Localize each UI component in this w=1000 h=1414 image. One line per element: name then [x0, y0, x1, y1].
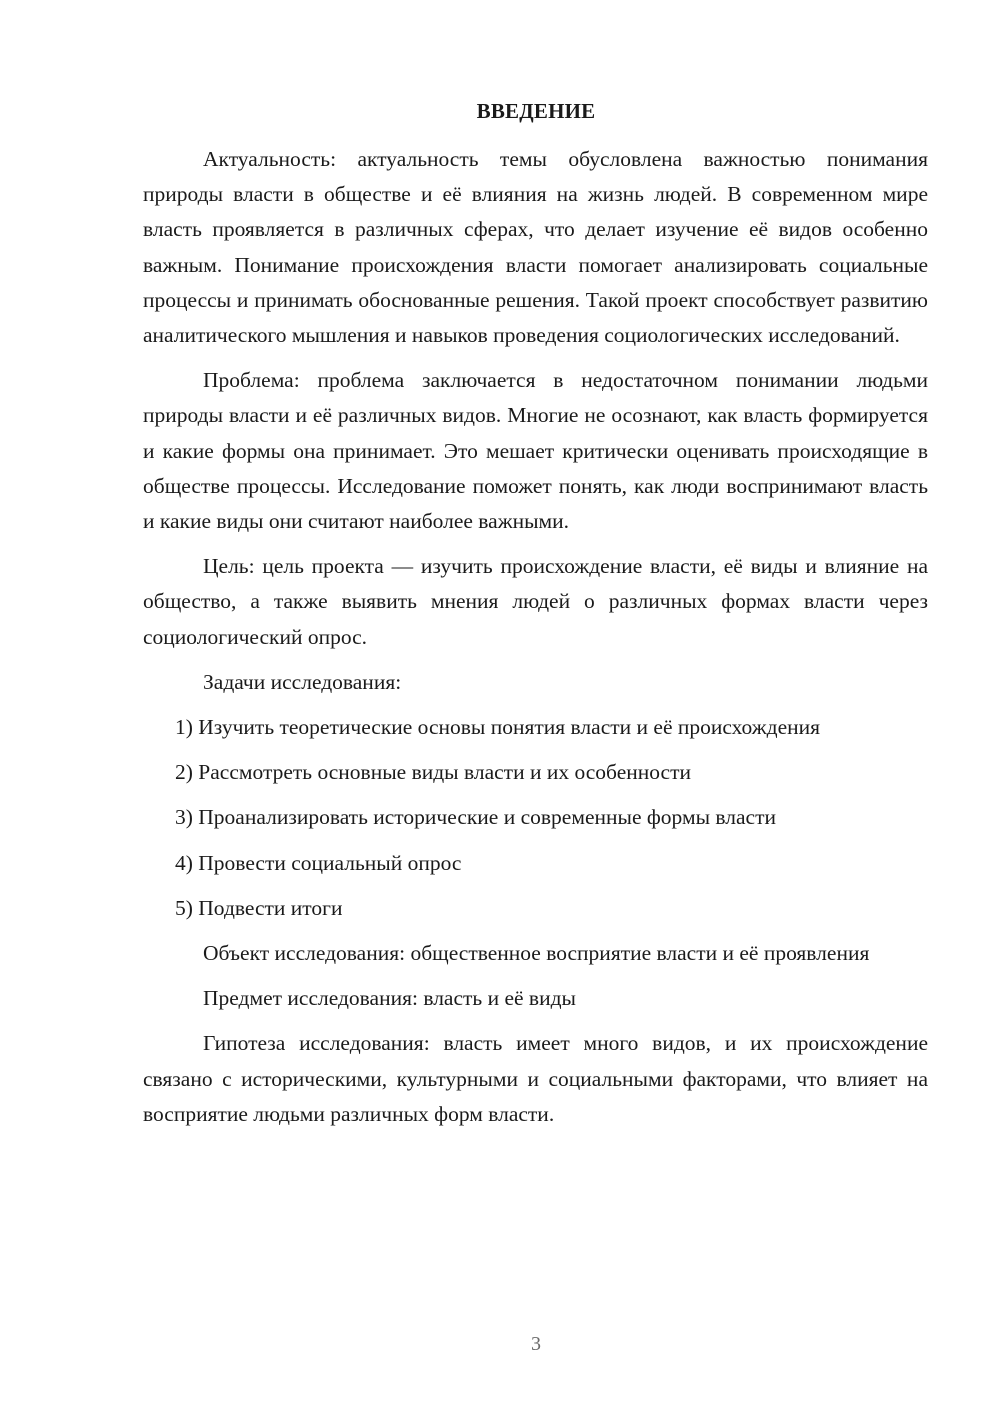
- section-heading: ВВЕДЕНИЕ: [476, 99, 596, 123]
- task-item-4: 4) Провести социальный опрос: [175, 850, 462, 875]
- tasks-list: [143, 710, 928, 926]
- task-item-2: 2) Рассмотреть основные виды власти и их особенности: [175, 760, 691, 785]
- paragraph-subject: Предмет исследования: власть и её виды: [203, 986, 576, 1011]
- paragraph-object: Объект исследования: общественное восприятие власти и её проявления: [203, 941, 870, 966]
- task-item-3: 3) Проанализировать исторические и современные формы власти: [175, 805, 776, 830]
- task-item-1: 1) Изучить теоретические основы понятия власти и её происхождения: [175, 715, 821, 740]
- paragraph-tasks-intro: Задачи исследования:: [203, 669, 402, 694]
- paragraph-goal: Цель: цель проекта — изучить происхождение власти, её виды и влияние на общество, а также выявить мнения людей о различных формах власти через социологический опрос.: [143, 554, 928, 649]
- document-body: [143, 142, 928, 1132]
- task-item-5: 5) Подвести итоги: [175, 895, 343, 920]
- page-number: 3: [531, 1333, 541, 1355]
- paragraph-hypothesis: Гипотеза исследования: власть имеет много видов, и их происхождение связано с историческими, культурными и социальными факторами, что влияет на восприятие людьми различных форм власти.: [143, 1031, 928, 1126]
- paragraph-problem: Проблема: проблема заключается в недостаточном понимании людьми природы власти и её различных видов. Многие не осознают, как власть формируется и какие формы она принимает. Это мешает критически оценивать происходящие в обществе процессы. Исследование поможет понять, как люди воспринимают власть и какие виды они считают наиболее важными.: [143, 368, 928, 534]
- paragraph-relevance: Актуальность: актуальность темы обусловлена важностью понимания природы власти в обществе и её влияния на жизнь людей. В современном мире власть проявляется в различных сферах, что делает изучение её видов особенно важным. Понимание происхождения власти помогает анализировать социальные процессы и принимать обоснованные решения. Такой проект способствует развитию аналитического мышления и навыков проведения социологических исследований.: [143, 147, 928, 348]
